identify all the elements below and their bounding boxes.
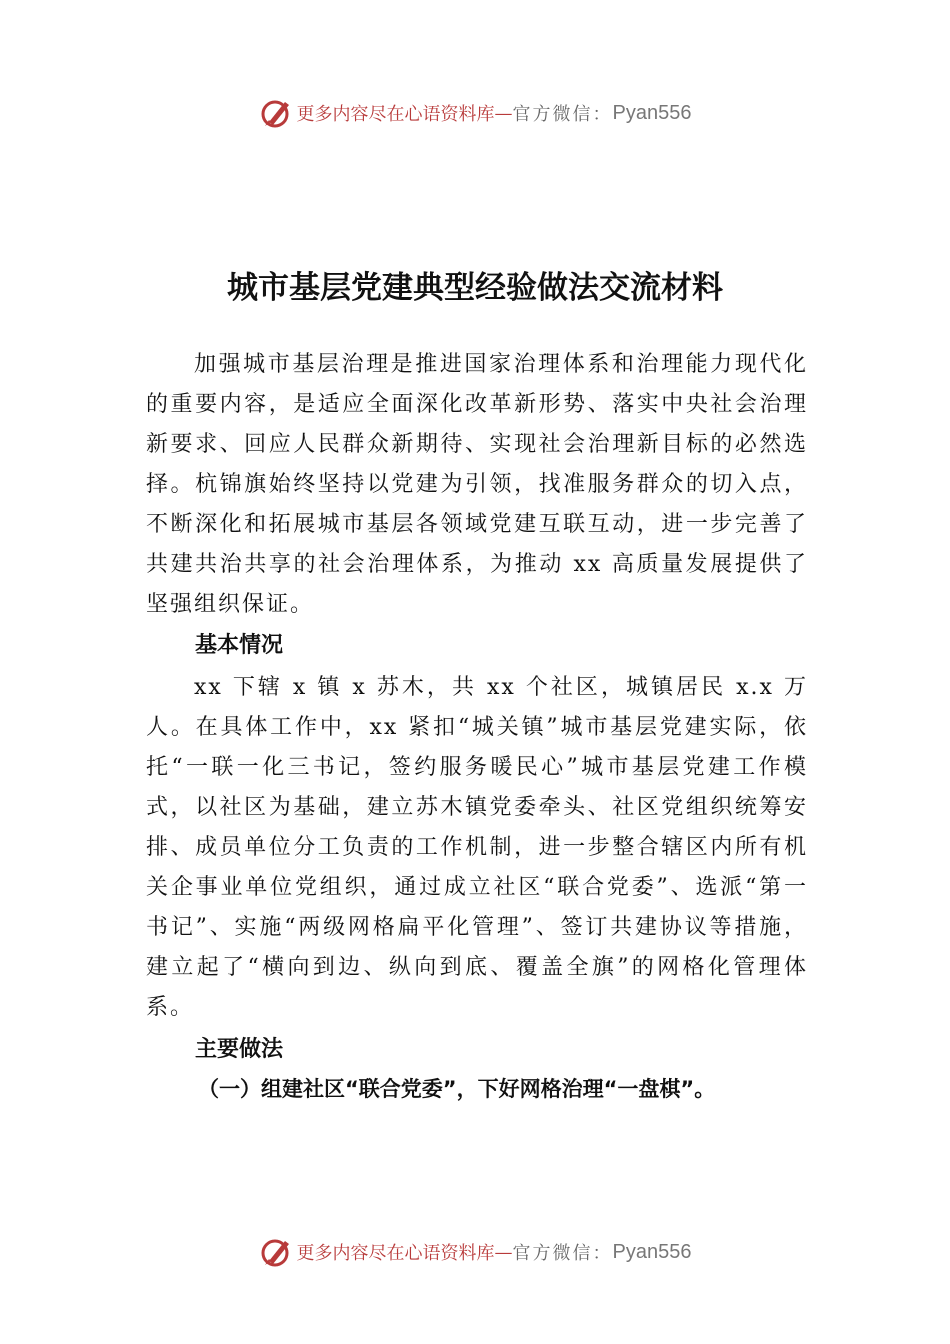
banner-dash: — <box>494 102 513 124</box>
subheading-joint-party-committee: （一）组建社区“联合党委”，下好网格治理“一盘棋”。 <box>198 1077 716 1101</box>
banner-wechat-id: Pyan556 <box>612 101 692 124</box>
document-title: 城市基层党建典型经验做法交流材料 <box>227 270 723 306</box>
header-banner <box>0 93 950 133</box>
heading-main-practices: 主要做法 <box>195 1037 284 1062</box>
banner-wechat-id: Pyan556 <box>612 1240 692 1263</box>
banner-dash: — <box>494 1241 513 1263</box>
banner-wechat-label: 官方微信： <box>512 104 613 125</box>
pen-logo-icon <box>259 1235 293 1269</box>
banner-main-text: 更多内容尽在心语资料库 <box>296 1243 495 1264</box>
paragraph-basic-situation: xx 下辖 x 镇 x 苏木，共 xx 个社区，城镇居民 x.x 万人。在具体工作中，xx 紧扣“城关镇”城市基层党建实际，依托“一联一化三书记，签约服务暖民心”城市基层党建工作模式，以社区为基础，建立苏木镇党委牵头、社区党组织统筹安排、成员单位分工负责的工作机制，进一步整合辖区内所有机关企事业单位党组织，通过成立社区“联合党委”、选派“第一书记”、实施“两级网格扁平化管理”、签订共建协议等措施，建立起了“横向到边、纵向到底、覆盖全旗”的网格化管理体系。 <box>146 675 808 1020</box>
banner-wechat-label: 官方微信： <box>512 1243 613 1264</box>
heading-basic-situation: 基本情况 <box>195 633 284 658</box>
footer-banner <box>0 1232 950 1272</box>
paragraph-intro: 加强城市基层治理是推进国家治理体系和治理能力现代化的重要内容，是适应全面深化改革新形势、落实中央社会治理新要求、回应人民群众新期待、实现社会治理新目标的必然选择。杭锦旗始终坚持以党建为引领，找准服务群众的切入点，不断深化和拓展城市基层各领域党建互联互动，进一步完善了共建共治共享的社会治理体系，为推动 xx 高质量发展提供了坚强组织保证。 <box>146 352 808 617</box>
pen-logo-icon <box>259 96 293 130</box>
banner-main-text: 更多内容尽在心语资料库 <box>296 104 495 125</box>
